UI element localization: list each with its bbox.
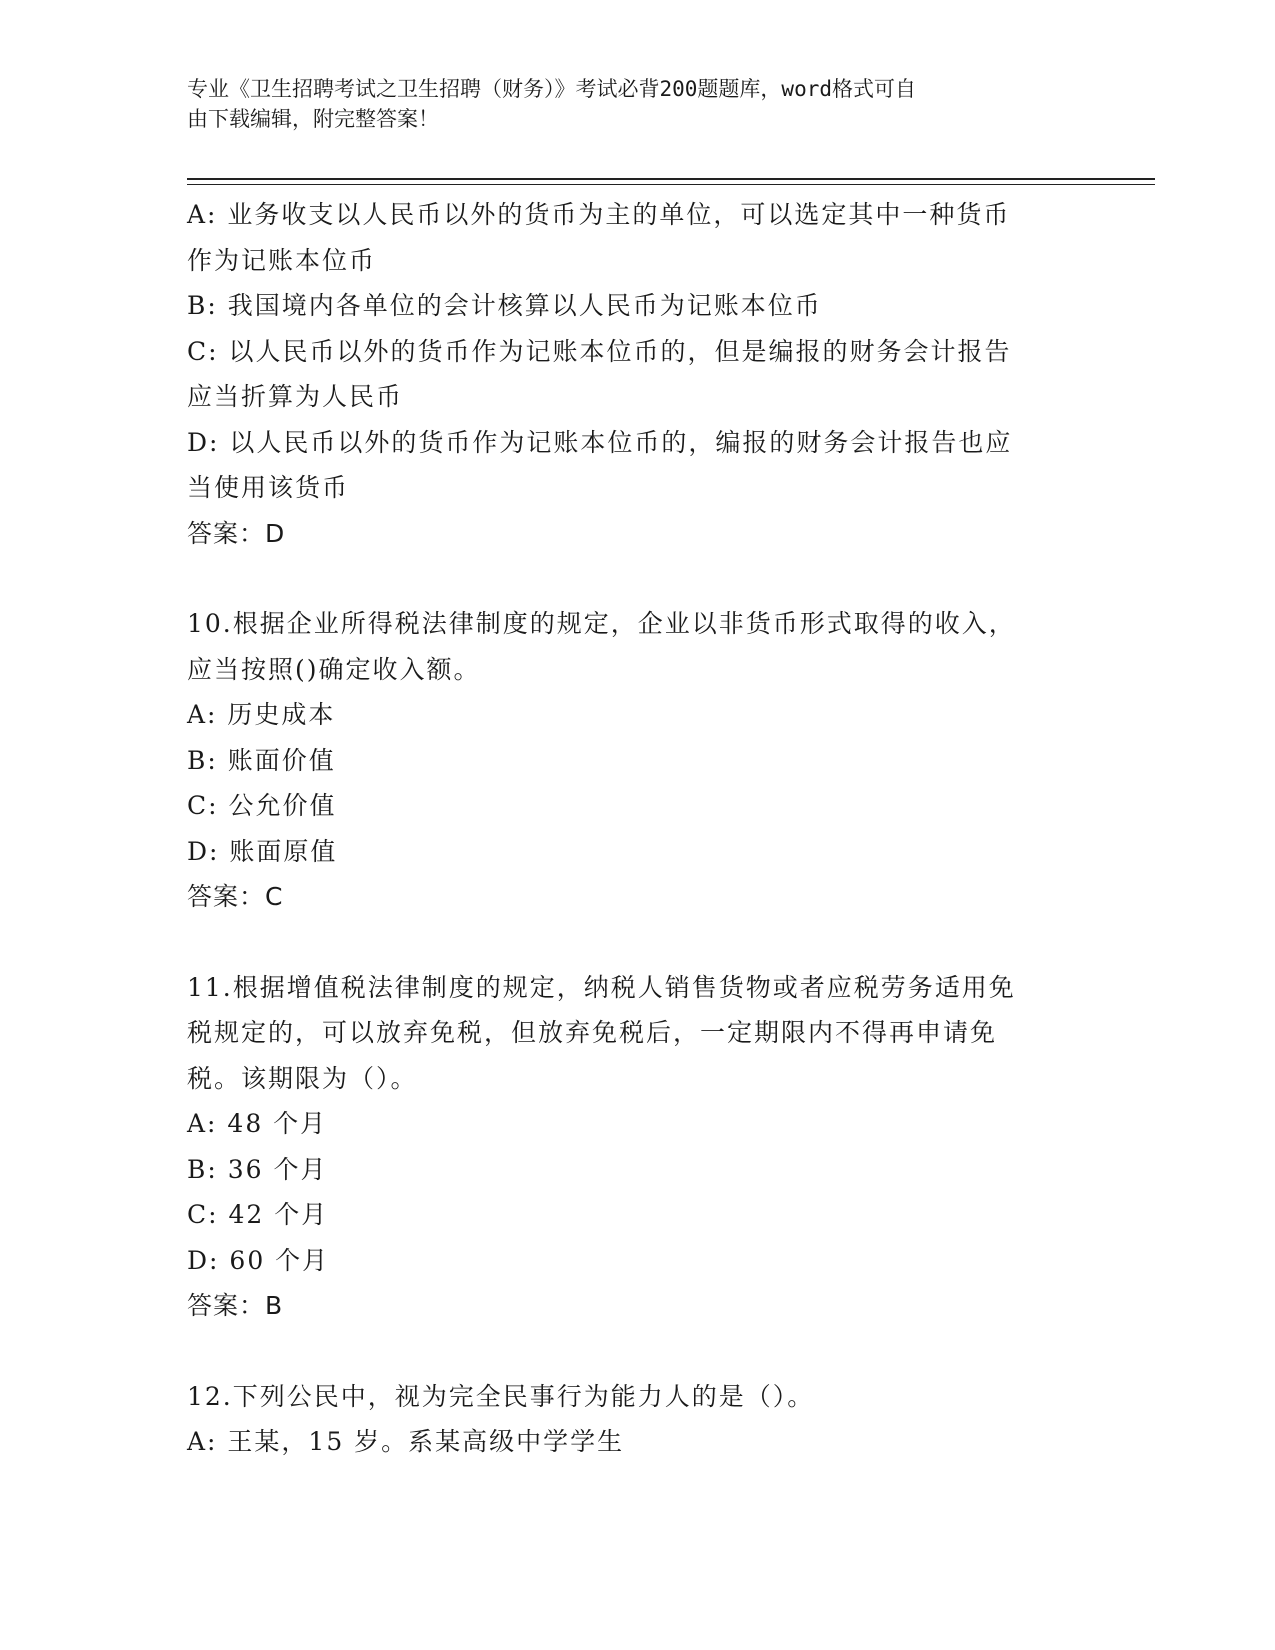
option-b: B: 我国境内各单位的会计核算以人民币为记账本位币 bbox=[187, 291, 822, 320]
question-stem-line-2: 税规定的，可以放弃免税，但放弃免税后，一定期限内不得再申请免 bbox=[187, 1018, 998, 1047]
option-b: B: 36 个月 bbox=[187, 1154, 328, 1184]
header-divider-thick bbox=[187, 178, 1155, 180]
option-d-line-2: 当使用该货币 bbox=[187, 473, 350, 502]
header-divider-thin bbox=[187, 184, 1155, 185]
option-d: D: 账面原值 bbox=[187, 836, 338, 866]
question-content bbox=[187, 192, 1087, 1465]
document-header bbox=[187, 74, 1087, 134]
spacer bbox=[187, 1329, 1087, 1374]
option-a: A: 历史成本 bbox=[187, 700, 336, 729]
question-stem-line-1: 10.根据企业所得税法律制度的规定，企业以非货币形式取得的收入， bbox=[187, 609, 1016, 638]
question-12 bbox=[187, 1374, 1087, 1465]
question-stem-line-1: 11.根据增值税法律制度的规定，纳税人销售货物或者应税劳务适用免 bbox=[187, 972, 1016, 1002]
question-stem-line-1: 12.下列公民中，视为完全民事行为能力人的是（）。 bbox=[187, 1381, 815, 1411]
answer: 答案：D bbox=[187, 518, 286, 548]
option-d-line-1: D: 以人民币以外的货币作为记账本位币的，编报的财务会计报告也应 bbox=[187, 427, 1013, 457]
header-line-1: 专业《卫生招聘考试之卫生招聘（财务）》考试必背200题题库，word格式可自 bbox=[187, 77, 916, 101]
spacer bbox=[187, 556, 1087, 601]
answer: 答案：C bbox=[187, 882, 284, 911]
question-stem-line-2: 应当按照()确定收入额。 bbox=[187, 654, 481, 684]
question-11 bbox=[187, 965, 1087, 1329]
option-c: C: 42 个月 bbox=[187, 1200, 329, 1229]
option-a: A: 王某，15 岁。系某高级中学学生 bbox=[187, 1427, 625, 1456]
option-a-line-2: 作为记账本位币 bbox=[187, 245, 377, 275]
option-c-line-2: 应当折算为人民币 bbox=[187, 382, 404, 411]
option-b: B: 账面价值 bbox=[187, 745, 336, 775]
option-a: A: 48 个月 bbox=[187, 1109, 328, 1138]
option-c: C: 公允价值 bbox=[187, 791, 337, 820]
option-a-line-1: A: 业务收支以人民币以外的货币为主的单位，可以选定其中一种货币 bbox=[187, 200, 1011, 229]
question-10 bbox=[187, 601, 1087, 920]
question-9 bbox=[187, 192, 1087, 556]
spacer bbox=[187, 920, 1087, 965]
header-line-2: 由下载编辑，附完整答案！ bbox=[187, 107, 439, 131]
option-d: D: 60 个月 bbox=[187, 1245, 330, 1275]
answer: 答案：B bbox=[187, 1291, 284, 1320]
option-c-line-1: C: 以人民币以外的货币作为记账本位币的，但是编报的财务会计报告 bbox=[187, 336, 1012, 366]
question-stem-line-3: 税。该期限为（）。 bbox=[187, 1063, 418, 1093]
